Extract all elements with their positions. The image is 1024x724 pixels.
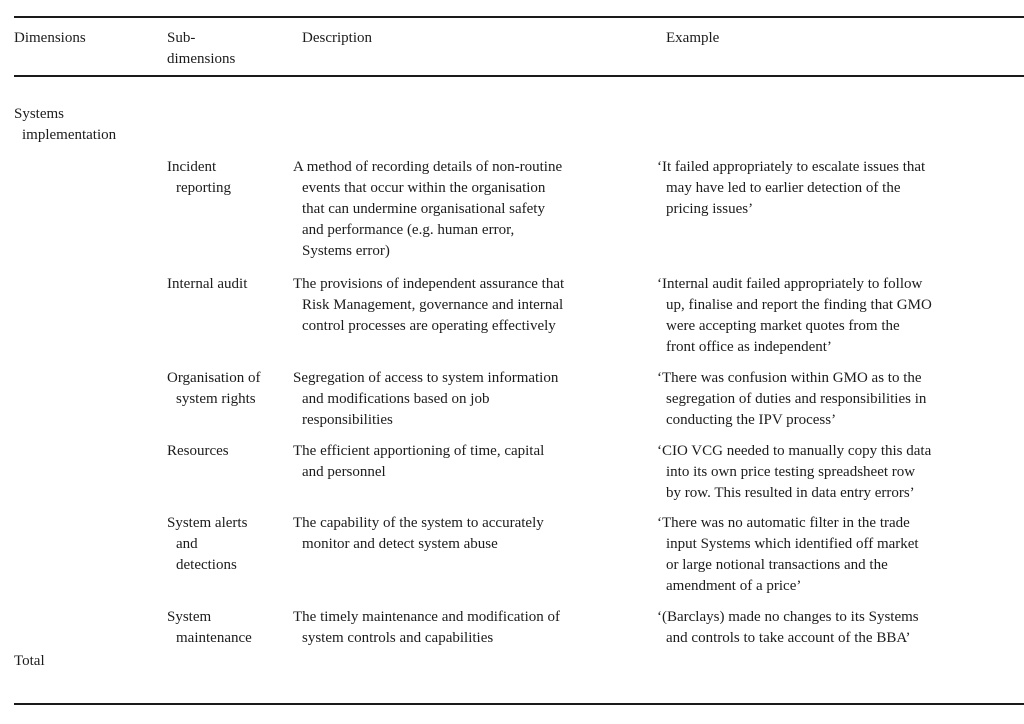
table-row <box>0 513 1024 597</box>
column-header-sub-dimensions: Sub- dimensions <box>167 30 236 67</box>
total-row <box>0 651 1024 672</box>
example-cell: ‘CIO VCG needed to manually copy this data into its own price testing spreadsheet row by row. This resulted in data entry errors’ <box>657 443 932 501</box>
total-label: Total <box>14 653 45 669</box>
empty-cell <box>293 104 657 146</box>
sub-dimension-cell: Incident reporting <box>167 159 231 196</box>
header-divider-rule <box>14 75 1024 77</box>
column-header-description: Description <box>302 30 372 46</box>
sub-dimension-cell: Resources <box>167 443 229 459</box>
table-row <box>0 368 1024 431</box>
table-bottom-rule <box>14 703 1024 705</box>
dimension-group-row <box>0 104 1024 146</box>
description-cell: The capability of the system to accurately monitor and detect system abuse <box>293 515 544 552</box>
table-row <box>0 274 1024 358</box>
empty-cell <box>14 441 167 504</box>
empty-cell <box>293 651 657 672</box>
description-cell: The efficient apportioning of time, capital and personnel <box>293 443 545 480</box>
sub-dimension-cell: System alerts and detections <box>167 515 248 573</box>
description-cell: A method of recording details of non-routine events that occur within the organisation that can undermine organisational safety and performance (e.g. human error, Systems error) <box>293 159 563 259</box>
example-cell: ‘Internal audit failed appropriately to follow up, finalise and report the finding that GMO were accepting market quotes from the front office as independent’ <box>657 276 932 355</box>
description-cell: The timely maintenance and modification of system controls and capabilities <box>293 609 560 646</box>
example-cell: ‘(Barclays) made no changes to its Systems and controls to take account of the BBA’ <box>657 609 919 646</box>
dimension-label: Systems implementation <box>14 106 117 143</box>
table-row <box>0 157 1024 262</box>
column-header-dimensions: Dimensions <box>14 30 86 46</box>
sub-dimension-cell: System maintenance <box>167 609 252 646</box>
example-cell: ‘There was confusion within GMO as to the segregation of duties and responsibilities in conducting the IPV process’ <box>657 370 927 428</box>
example-cell: ‘It failed appropriately to escalate issues that may have led to earlier detection of the pricing issues’ <box>657 159 926 217</box>
sub-dimension-cell: Organisation of system rights <box>167 370 261 407</box>
empty-cell <box>167 104 293 146</box>
description-cell: The provisions of independent assurance that Risk Management, governance and internal control processes are operating effectively <box>293 276 565 334</box>
empty-cell <box>657 104 1024 146</box>
example-cell: ‘There was no automatic filter in the trade input Systems which identified off market or large notional transactions and the amendment of a price’ <box>657 515 919 594</box>
empty-cell <box>14 157 167 262</box>
column-header-example: Example <box>666 30 720 46</box>
empty-cell <box>657 651 1024 672</box>
table-row <box>0 441 1024 504</box>
description-cell: Segregation of access to system information and modifications based on job responsibilities <box>293 370 559 428</box>
empty-cell <box>14 607 167 649</box>
table-row <box>0 607 1024 649</box>
empty-cell <box>14 368 167 431</box>
table-header-row <box>0 18 1024 75</box>
empty-cell <box>14 274 167 358</box>
empty-cell <box>167 651 293 672</box>
sub-dimension-cell: Internal audit <box>167 276 248 292</box>
empty-cell <box>14 513 167 597</box>
